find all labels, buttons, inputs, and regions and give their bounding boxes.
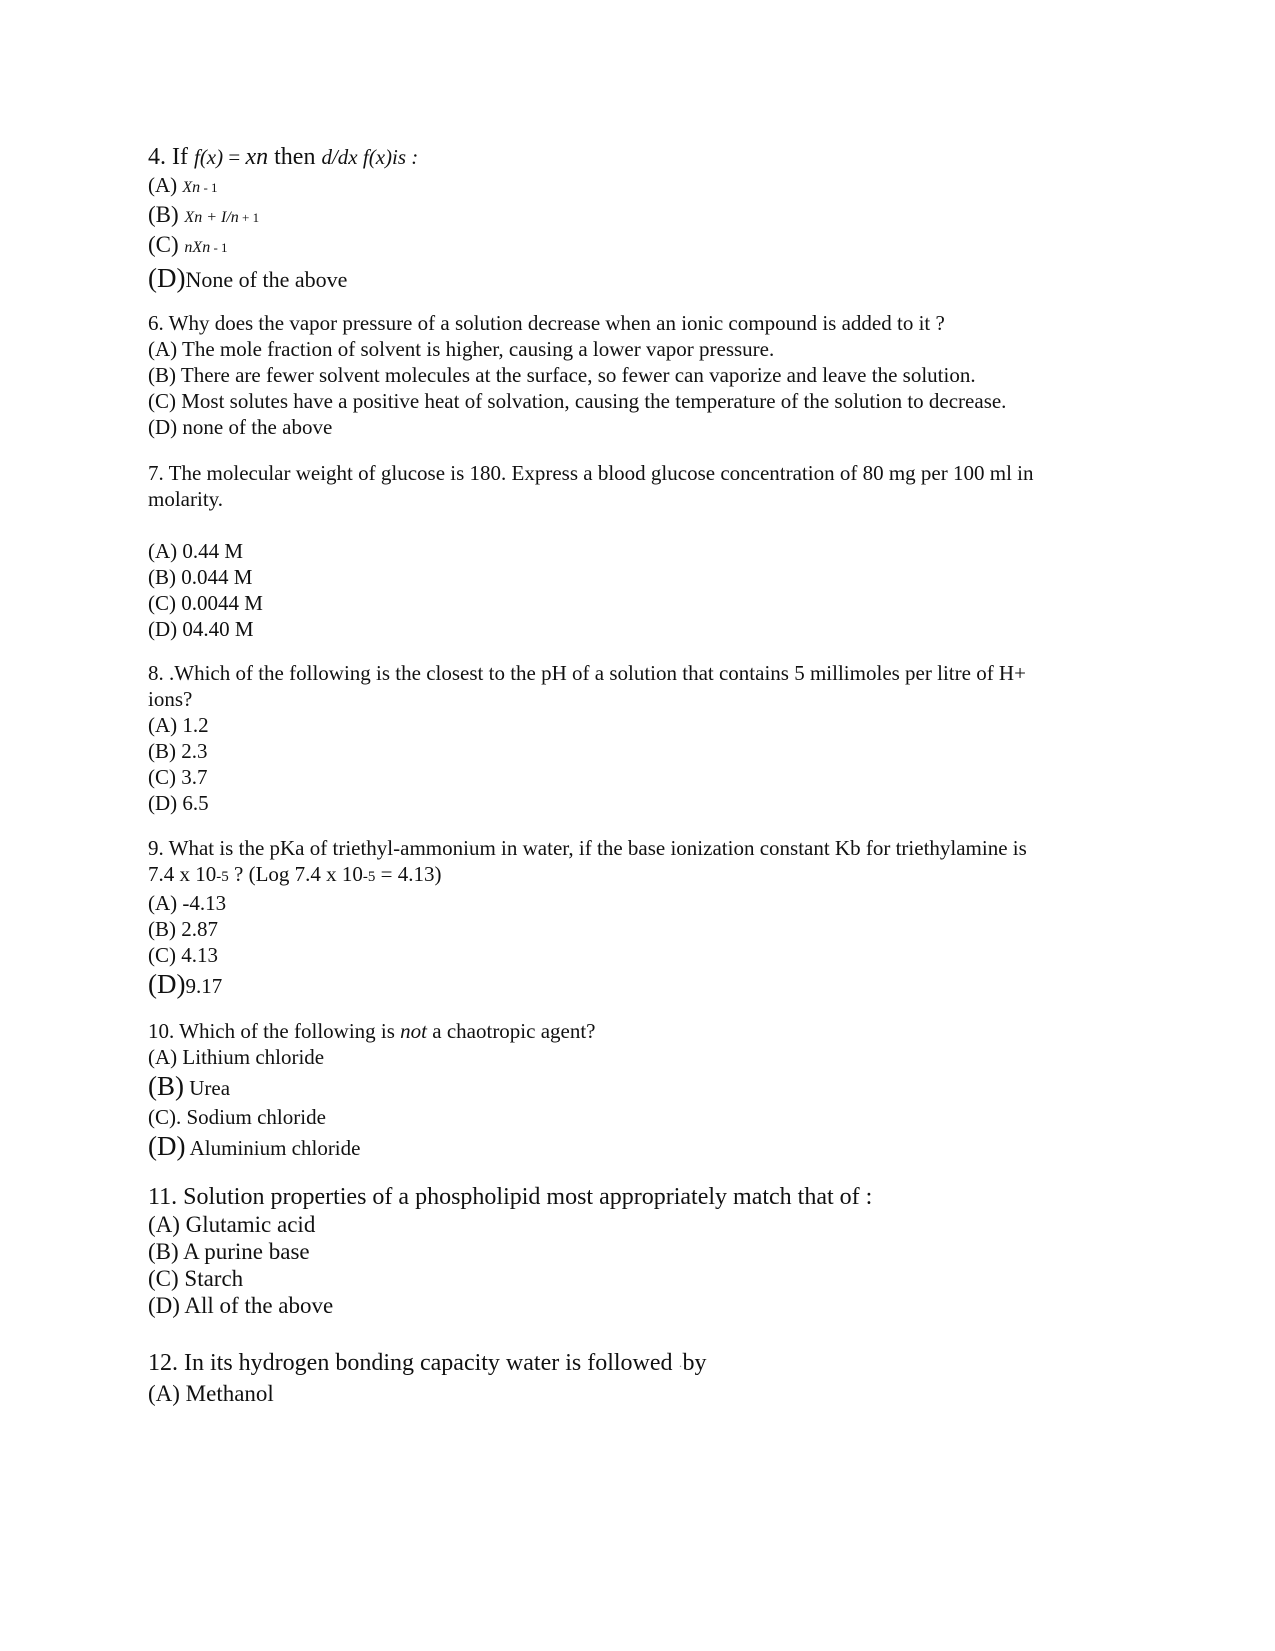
question-7 [148,460,1078,642]
question-11-option-a: (A) Glutamic acid [148,1212,316,1237]
question-8-option-c: (C) 3.7 [148,765,208,789]
question-7-option-d: (D) 04.40 M [148,617,254,641]
question-9-option-b: (B) 2.87 [148,917,218,941]
question-9-stem-line-2: 7.4 x 10-5 ? (Log 7.4 x 10-5 = 4.13) [148,862,442,886]
question-9-option-d: (D)9.17 [148,969,223,999]
question-10-option-c: (C). Sodium chloride [148,1105,326,1129]
question-10-option-a: (A) Lithium chloride [148,1045,325,1069]
question-11-option-b: (B) A purine base [148,1239,310,1264]
question-4-option-c: (C) nXn - 1 [148,232,228,257]
question-7-option-a: (A) 0.44 M [148,539,244,563]
question-6 [148,310,1108,440]
question-11 [148,1184,1108,1319]
question-10-stem: 10. Which of the following is not a chaotropic agent? [148,1019,596,1043]
question-7-option-c: (C) 0.0044 M [148,591,263,615]
question-8-option-d: (D) 6.5 [148,791,209,815]
question-4-stem: 4. If f(x) = xn then d/dx f(x)is : [148,144,419,170]
question-6-stem: 6. Why does the vapor pressure of a solution decrease when an ionic compound is added to it ? [148,311,945,335]
question-4-option-d: (D)None of the above [148,263,348,293]
question-9 [148,835,1108,1003]
question-12 [148,1349,1108,1408]
question-8 [148,660,1068,816]
question-9-option-c: (C) 4.13 [148,943,218,967]
question-8-option-a: (A) 1.2 [148,713,209,737]
question-7-option-b: (B) 0.044 M [148,565,253,589]
question-4-option-a: (A) Xn - 1 [148,173,218,197]
question-11-option-d: (D) All of the above [148,1293,334,1318]
question-7-stem: 7. The molecular weight of glucose is 180. Express a blood glucose concentration of 80 mg per 100 ml in molarity. [148,461,1034,511]
question-9-stem-line-1: 9. What is the pKa of triethyl-ammonium in water, if the base ionization constant Kb for triethylamine is [148,836,1027,860]
question-11-option-c: (C) Starch [148,1266,244,1291]
question-10 [148,1018,1108,1165]
question-8-option-b: (B) 2.3 [148,739,208,763]
question-10-option-d: (D) Aluminium chloride [148,1131,361,1161]
question-6-option-d: (D) none of the above [148,415,333,439]
question-9-option-a: (A) -4.13 [148,891,227,915]
question-10-option-b: (B) Urea [148,1071,231,1101]
question-6-option-a: (A) The mole fraction of solvent is higher, causing a lower vapor pressure. [148,337,775,361]
question-12-option-a: (A) Methanol [148,1381,274,1406]
question-4 [148,142,1108,297]
question-6-option-b: (B) There are fewer solvent molecules at the surface, so fewer can vaporize and leave the solution. [148,363,976,387]
question-4-option-b: (B) Xn + I/n + 1 [148,202,260,227]
question-8-stem: 8. .Which of the following is the closest to the pH of a solution that contains 5 millimoles per litre of H+ ions? [148,661,1026,711]
question-6-option-c: (C) Most solutes have a positive heat of solvation, causing the temperature of the solution to decrease. [148,389,1007,413]
question-12-stem: 12. In its hydrogen bonding capacity water is followed ·by [148,1350,707,1376]
question-11-stem: 11. Solution properties of a phospholipid most appropriately match that of : [148,1184,873,1210]
